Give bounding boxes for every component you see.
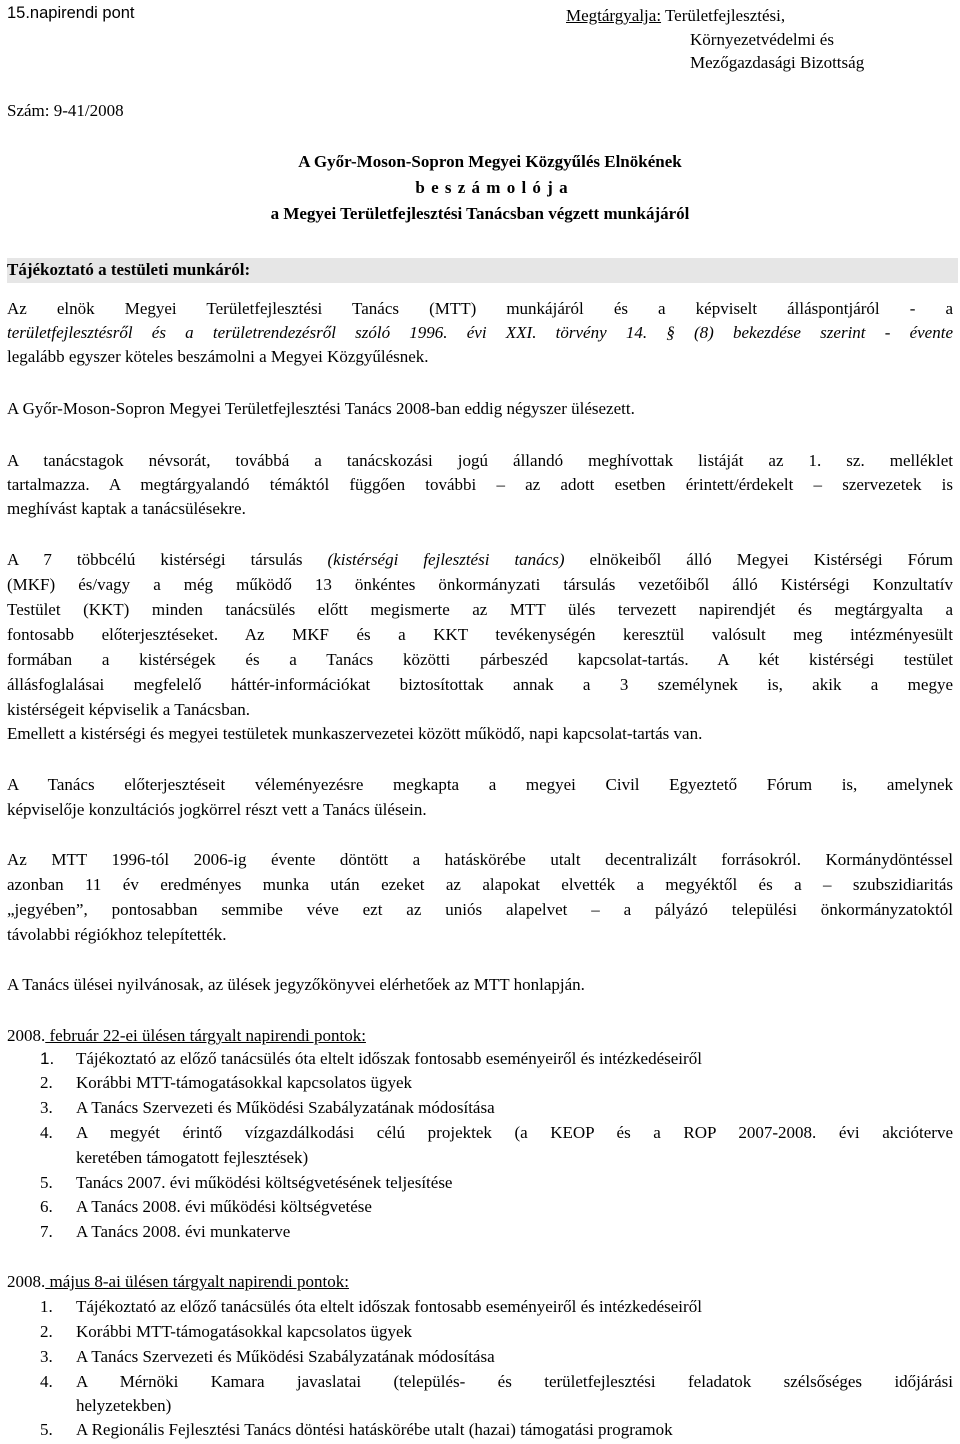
p5-line-2: képviselője konzultációs jogkörrel részt vett a Tanács ülésein.	[7, 800, 427, 819]
m1-item-5-text: Tanács 2007. évi működési költségvetésének teljesítése	[76, 1173, 453, 1192]
m2-item-3-text: A Tanács Szervezeti és Működési Szabályzatának módosítása	[76, 1347, 495, 1366]
agenda-point: 15.napirendi pont	[7, 4, 135, 22]
p4-line-4a: fontosabb előterjesztéseket.	[7, 625, 219, 644]
document-number: Szám: 9-41/2008	[7, 101, 124, 120]
m1-item-5-num: 5.	[40, 1173, 53, 1192]
m1-item-6-num: 6.	[40, 1197, 53, 1216]
meeting1-year: 2008.	[7, 1026, 46, 1045]
m2-item-1-text: Tájékoztató az előző tanácsülés óta eltelt időszak fontosabb eseményeiről és intézkedéseiről	[76, 1297, 702, 1316]
p3-line-2b: A megtárgyalandó témáktól függően további – az adott esetben érintett/érdekelt – szervezetek is	[89, 475, 953, 494]
m1-item-4-text-2: keretében támogatott fejlesztések)	[76, 1148, 309, 1167]
discussed-by-line-1: Területfejlesztési,	[661, 6, 786, 25]
p5-line-1: A Tanács előterjesztéseit véleményezésre megkapta a megyei Civil Egyeztető Fórum is, amelynek	[7, 775, 953, 794]
p4-line-4	[7, 623, 953, 647]
p4-line-8: Emellett a kistérségi és megyei testületek munkaszervezetei között működő, napi kapcsolat-tartás van.	[7, 724, 703, 743]
m1-item-7-text: A Tanács 2008. évi munkaterve	[76, 1222, 291, 1241]
discussed-by	[566, 4, 785, 28]
m2-item-2-num: 2.	[40, 1322, 53, 1341]
p2: A Győr-Moson-Sopron Megyei Területfejlesztési Tanács 2008-ban eddig négyszer ülésezett.	[7, 399, 635, 418]
p7: A Tanács ülései nyilvánosak, az ülések jegyzőkönyvei elérhetőek az MTT honlapján.	[7, 975, 585, 994]
title-line-1: A Győr-Moson-Sopron Megyei Közgyűlés Elnökének	[298, 152, 682, 171]
p6-line-2: azonban 11 év eredményes munka után ezeket az alapokat elvették a megyéktől és a – szubszidiaritás	[7, 875, 953, 894]
m1-item-1-num: 1.	[40, 1049, 55, 1068]
m1-item-6-text: A Tanács 2008. évi működési költségvetése	[76, 1197, 372, 1216]
p4-line-1a: A 7 többcélú kistérségi társulás	[7, 550, 328, 569]
meeting2-title	[7, 1270, 953, 1294]
m2-item-4-num: 4.	[40, 1372, 53, 1391]
meeting1-title	[7, 1024, 953, 1048]
p4-line-1c: elnökeiből álló Megyei Kistérségi Fórum	[564, 550, 953, 569]
p6-line-4: távolabbi régiókhoz telepítették.	[7, 925, 227, 944]
m2-item-2-text: Korábbi MTT-támogatásokkal kapcsolatos ügyek	[76, 1322, 412, 1341]
m1-item-4-num: 4.	[40, 1123, 53, 1142]
p4-line-1b: (kistérségi fejlesztési tanács)	[327, 550, 565, 569]
m1-item-4-text: A megyét érintő vízgazdálkodási célú projektek (a KEOP és a ROP 2007-2008. évi akcióterve	[76, 1123, 953, 1142]
p1-line-1: Az elnök Megyei Területfejlesztési Tanács (MTT) munkájáról és a képviselt álláspontjáról - a	[7, 299, 953, 318]
meeting1-heading: február 22-ei ülésen tárgyalt napirendi pontok:	[45, 1026, 366, 1045]
title-line-2: b e s z á m o l ó j a	[415, 178, 569, 197]
m1-item-3-text: A Tanács Szervezeti és Működési Szabályzatának módosítása	[76, 1098, 495, 1117]
m1-item-2-text: Korábbi MTT-támogatásokkal kapcsolatos ügyek	[76, 1073, 412, 1092]
title-line-3: a Megyei Területfejlesztési Tanácsban végzett munkájáról	[270, 204, 690, 223]
m2-item-5-num: 5.	[40, 1420, 53, 1439]
p3-line-2	[7, 473, 953, 497]
p1-line-3: legalább egyszer köteles beszámolni a Megyei Közgyűlésnek.	[7, 347, 429, 366]
p4-line-6: állásfoglalásai megfelelő háttér-információkat biztosítottak annak a 3 személynek is, akik a megye	[7, 675, 953, 694]
discussed-by-line-3: Mezőgazdasági Bizottság	[690, 53, 865, 72]
section-heading: Tájékoztató a testületi munkáról:	[7, 260, 251, 279]
m1-item-2-num: 2.	[40, 1073, 53, 1092]
m1-item-3-num: 3.	[40, 1098, 53, 1117]
p4-line-3: Testület (KKT) minden tanácsülés előtt megismerte az MTT ülés tervezett napirendjét és megtárgyalta a	[7, 600, 953, 619]
meeting2-heading: május 8-ai ülésen tárgyalt napirendi pontok:	[45, 1272, 349, 1291]
p3-line-3: meghívást kaptak a tanácsülésekre.	[7, 499, 246, 518]
p3-line-1: A tanácstagok névsorát, továbbá a tanácskozási jogú állandó meghívottak listáját az 1. sz. melléklet	[7, 451, 953, 470]
p6-line-1: Az MTT 1996-tól 2006-ig évente döntött a hatáskörébe utalt decentralizált forrásokról. Kormánydöntéssel	[7, 850, 953, 869]
discussed-by-label: Megtárgyalja:	[566, 6, 662, 25]
m1-item-7-num: 7.	[40, 1222, 53, 1241]
m1-item-1-text: Tájékoztató az előző tanácsülés óta eltelt időszak fontosabb eseményeiről és intézkedéseiről	[76, 1049, 702, 1068]
discussed-by-line-2: Környezetvédelmi és	[690, 30, 834, 49]
meeting2-year: 2008.	[7, 1272, 46, 1291]
m2-item-4-text: A Mérnöki Kamara javaslatai (település- és területfejlesztési feladatok szélsőséges időjárási	[76, 1372, 953, 1391]
p3-line-2a: tartalmazza.	[7, 475, 90, 494]
m2-item-4-text-2: helyzetekben)	[76, 1396, 172, 1415]
p4-line-7: kistérségeit képviselik a Tanácsban.	[7, 700, 251, 719]
p1-line-2: területfejlesztésről és a területrendezésről szóló 1996. évi XXI. törvény 14. § (8) bekezdése szerint - évente	[7, 323, 953, 342]
m2-item-1-num: 1.	[40, 1297, 53, 1316]
m2-item-3-num: 3.	[40, 1347, 53, 1366]
p6-line-3: „jegyében”, pontosabban semmibe véve ezt az uniós alapelvet – a pályázó települési önkormányzatoktól	[7, 900, 953, 919]
m2-item-5-text: A Regionális Fejlesztési Tanács döntési hatáskörébe utalt (hazai) támogatási programok	[76, 1420, 673, 1439]
p4-line-1	[7, 548, 953, 572]
p4-line-5: formában a kistérségek és a Tanács közötti párbeszéd kapcsolat-tartás. A két kistérségi testület	[7, 650, 953, 669]
p4-line-4b: Az MKF és a KKT tevékenységén keresztül valósult meg intézményesült	[218, 625, 953, 644]
p4-line-2: (MKF) és/vagy a még működő 13 önkéntes önkormányzati társulás vezetőiből álló Kistérségi Konzultatív	[7, 575, 953, 594]
